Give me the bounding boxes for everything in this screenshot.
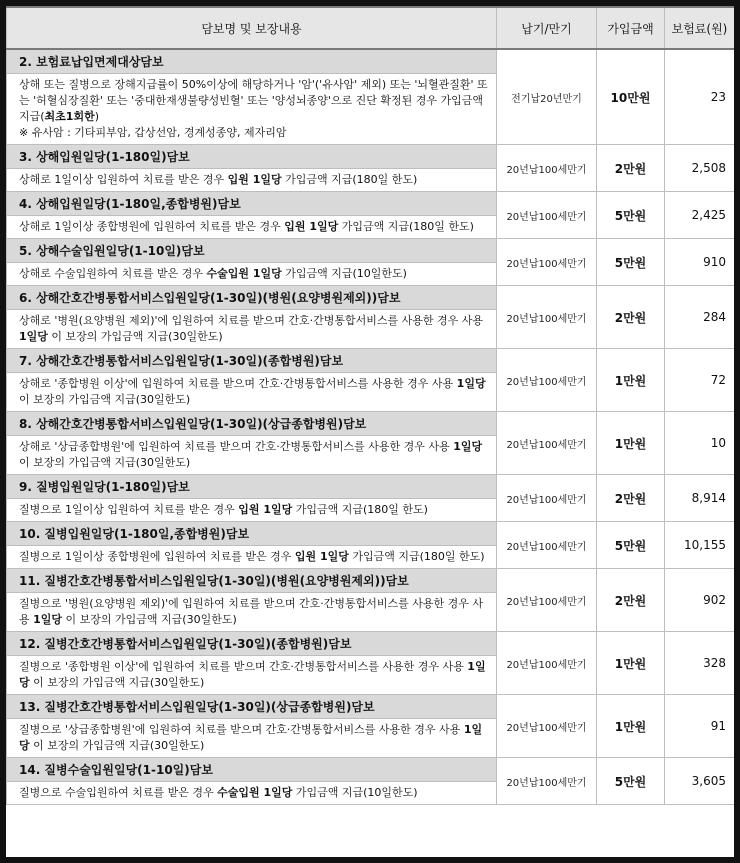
insured-amount: 5만원 <box>597 758 665 805</box>
insured-amount: 2만원 <box>597 569 665 632</box>
coverage-description <box>7 74 497 145</box>
description-text: 상해로 '상급종합병원'에 입원하여 치료를 받으며 간호·간병통합서비스를 사용한 경우 사용 <box>19 440 454 453</box>
coverage-title: 10. 질병입원일당(1-180일,종합병원)담보 <box>7 522 497 546</box>
premium-value: 72 <box>665 349 735 412</box>
payment-term: 20년납100세만기 <box>497 192 597 239</box>
insured-amount: 1만원 <box>597 632 665 695</box>
description-text: 가입금액 지급(180일 한도) <box>348 550 485 563</box>
payment-term: 20년납100세만기 <box>497 632 597 695</box>
insured-amount: 1만원 <box>597 412 665 475</box>
insured-amount: 1만원 <box>597 695 665 758</box>
coverage-title: 2. 보험료납입면제대상담보 <box>7 49 497 74</box>
coverage-title: 3. 상해입원일당(1-180일)담보 <box>7 145 497 169</box>
payment-term: 20년납100세만기 <box>497 412 597 475</box>
description-emphasis: 1일당 <box>33 613 63 626</box>
payment-term: 20년납100세만기 <box>497 145 597 192</box>
description-text: 상해로 '종합병원 이상'에 입원하여 치료를 받으며 간호·간병통합서비스를 사용한 경우 사용 <box>19 377 457 390</box>
description-text: 가입금액 지급(10일한도) <box>292 786 418 799</box>
table-row <box>7 349 735 373</box>
coverage-description <box>7 373 497 412</box>
insured-amount: 5만원 <box>597 239 665 286</box>
description-text: 가입금액 지급(180일 한도) <box>281 173 418 186</box>
table-row <box>7 286 735 310</box>
premium-value: 10 <box>665 412 735 475</box>
coverage-description <box>7 499 497 522</box>
insured-amount: 2만원 <box>597 475 665 522</box>
coverage-title: 8. 상해간호간병통합서비스입원일당(1-30일)(상급종합병원)담보 <box>7 412 497 436</box>
description-emphasis: 1일당 <box>19 660 486 689</box>
coverage-title: 4. 상해입원일당(1-180일,종합병원)담보 <box>7 192 497 216</box>
coverage-description <box>7 593 497 632</box>
premium-value: 284 <box>665 286 735 349</box>
description-emphasis: 입원 1일당 <box>227 173 282 186</box>
table-row <box>7 758 735 782</box>
description-text: 이 보장의 가입금액 지급(30일한도) <box>47 330 223 343</box>
description-emphasis: 입원 1일당 <box>238 503 293 516</box>
coverage-title: 7. 상해간호간병통합서비스입원일당(1-30일)(종합병원)담보 <box>7 349 497 373</box>
description-text: 질병으로 1일이상 입원하여 치료를 받은 경우 <box>19 503 239 516</box>
table-row <box>7 145 735 169</box>
coverage-table <box>6 6 734 805</box>
table-row <box>7 239 735 263</box>
payment-term: 전기납20년만기 <box>497 49 597 145</box>
coverage-title: 14. 질병수술입원일당(1-10일)담보 <box>7 758 497 782</box>
table-header <box>7 7 735 49</box>
insured-amount: 5만원 <box>597 522 665 569</box>
payment-term: 20년납100세만기 <box>497 695 597 758</box>
description-emphasis: 1일당 <box>19 723 483 752</box>
description-text: 이 보장의 가입금액 지급(30일한도) <box>29 676 205 689</box>
coverage-description <box>7 263 497 286</box>
description-text: 상해로 '병원(요양병원 제외)'에 입원하여 치료를 받으며 간호·간병통합서비스를 사용한 경우 사용 <box>19 314 484 327</box>
description-text: 이 보장의 가입금액 지급(30일한도) <box>19 456 191 469</box>
description-emphasis: 수술입원 1일당 <box>217 786 293 799</box>
payment-term: 20년납100세만기 <box>497 475 597 522</box>
insured-amount: 10만원 <box>597 49 665 145</box>
description-text: 질병으로 수술입원하여 치료를 받은 경우 <box>19 786 218 799</box>
payment-term: 20년납100세만기 <box>497 522 597 569</box>
coverage-description <box>7 719 497 758</box>
description-emphasis: 1일당 <box>456 377 486 390</box>
table-row <box>7 569 735 593</box>
coverage-description <box>7 216 497 239</box>
table-row <box>7 632 735 656</box>
payment-term: 20년납100세만기 <box>497 569 597 632</box>
description-text: 상해로 수술입원하여 치료를 받은 경우 <box>19 267 207 280</box>
coverage-description <box>7 310 497 349</box>
premium-value: 91 <box>665 695 735 758</box>
coverage-title: 5. 상해수술입원일당(1-10일)담보 <box>7 239 497 263</box>
insured-amount: 1만원 <box>597 349 665 412</box>
table-row <box>7 522 735 546</box>
coverage-title: 9. 질병입원일당(1-180일)담보 <box>7 475 497 499</box>
description-text: ) <box>94 110 100 123</box>
header-amount: 가입금액 <box>597 7 665 49</box>
coverage-title: 12. 질병간호간병통합서비스입원일당(1-30일)(종합병원)담보 <box>7 632 497 656</box>
insured-amount: 5만원 <box>597 192 665 239</box>
premium-value: 910 <box>665 239 735 286</box>
description-emphasis: 수술입원 1일당 <box>206 267 282 280</box>
coverage-description <box>7 782 497 805</box>
insured-amount: 2만원 <box>597 286 665 349</box>
description-emphasis: 1일당 <box>453 440 483 453</box>
payment-term: 20년납100세만기 <box>497 758 597 805</box>
premium-value: 3,605 <box>665 758 735 805</box>
premium-value: 2,508 <box>665 145 735 192</box>
coverage-note: ※ 유사암 : 기타피부암, 갑상선암, 경계성종양, 제자리암 <box>19 126 287 139</box>
coverage-description <box>7 656 497 695</box>
table-body <box>7 49 735 805</box>
premium-value: 23 <box>665 49 735 145</box>
coverage-description <box>7 436 497 475</box>
table-row <box>7 695 735 719</box>
premium-value: 8,914 <box>665 475 735 522</box>
description-text: 가입금액 지급(180일 한도) <box>292 503 428 516</box>
table-row <box>7 49 735 74</box>
table-row <box>7 412 735 436</box>
premium-value: 2,425 <box>665 192 735 239</box>
payment-term: 20년납100세만기 <box>497 349 597 412</box>
coverage-table-frame <box>6 6 734 857</box>
description-text: 상해로 1일이상 입원하여 치료를 받은 경우 <box>19 173 228 186</box>
description-emphasis: 1일당 <box>19 330 48 343</box>
description-emphasis: 최초1회한 <box>44 110 95 123</box>
coverage-description <box>7 546 497 569</box>
coverage-title: 13. 질병간호간병통합서비스입원일당(1-30일)(상급종합병원)담보 <box>7 695 497 719</box>
description-text: 상해 또는 질병으로 장해지급률이 50%이상에 해당하거나 '암'('유사암' 제외) 또는 '뇌혈관질환' 또는 '허혈심장질환' 또는 '중대한재생불량성빈혈' 또는 '양성뇌종양'으로 진단 확정된 경우 가입금액 지급( <box>19 78 488 123</box>
header-term: 납기/만기 <box>497 7 597 49</box>
description-text: 가입금액 지급(10일한도) <box>281 267 407 280</box>
description-text: 질병으로 1일이상 종합병원에 입원하여 치료를 받은 경우 <box>19 550 295 563</box>
description-text: 상해로 1일이상 종합병원에 입원하여 치료를 받은 경우 <box>19 220 285 233</box>
description-emphasis: 입원 1일당 <box>284 220 339 233</box>
premium-value: 902 <box>665 569 735 632</box>
description-text: 이 보장의 가입금액 지급(30일한도) <box>62 613 237 626</box>
table-row <box>7 475 735 499</box>
description-text: 이 보장의 가입금액 지급(30일한도) <box>19 393 191 406</box>
header-coverage: 담보명 및 보장내용 <box>7 7 497 49</box>
premium-value: 328 <box>665 632 735 695</box>
description-text: 질병으로 '병원(요양병원 제외)'에 입원하여 치료를 받으며 간호·간병통합서비스를 사용한 경우 사용 <box>19 597 484 626</box>
description-text: 질병으로 '종합병원 이상'에 입원하여 치료를 받으며 간호·간병통합서비스를 사용한 경우 사용 <box>19 660 468 673</box>
payment-term: 20년납100세만기 <box>497 239 597 286</box>
payment-term: 20년납100세만기 <box>497 286 597 349</box>
coverage-title: 11. 질병간호간병통합서비스입원일당(1-30일)(병원(요양병원제외))담보 <box>7 569 497 593</box>
description-emphasis: 입원 1일당 <box>294 550 349 563</box>
description-text: 가입금액 지급(180일 한도) <box>338 220 474 233</box>
insured-amount: 2만원 <box>597 145 665 192</box>
premium-value: 10,155 <box>665 522 735 569</box>
table-row <box>7 192 735 216</box>
description-text: 이 보장의 가입금액 지급(30일한도) <box>29 739 205 752</box>
coverage-title: 6. 상해간호간병통합서비스입원일당(1-30일)(병원(요양병원제외))담보 <box>7 286 497 310</box>
header-premium: 보험료(원) <box>665 7 735 49</box>
coverage-description <box>7 169 497 192</box>
description-text: 질병으로 '상급종합병원'에 입원하여 치료를 받으며 간호·간병통합서비스를 사용한 경우 사용 <box>19 723 464 736</box>
